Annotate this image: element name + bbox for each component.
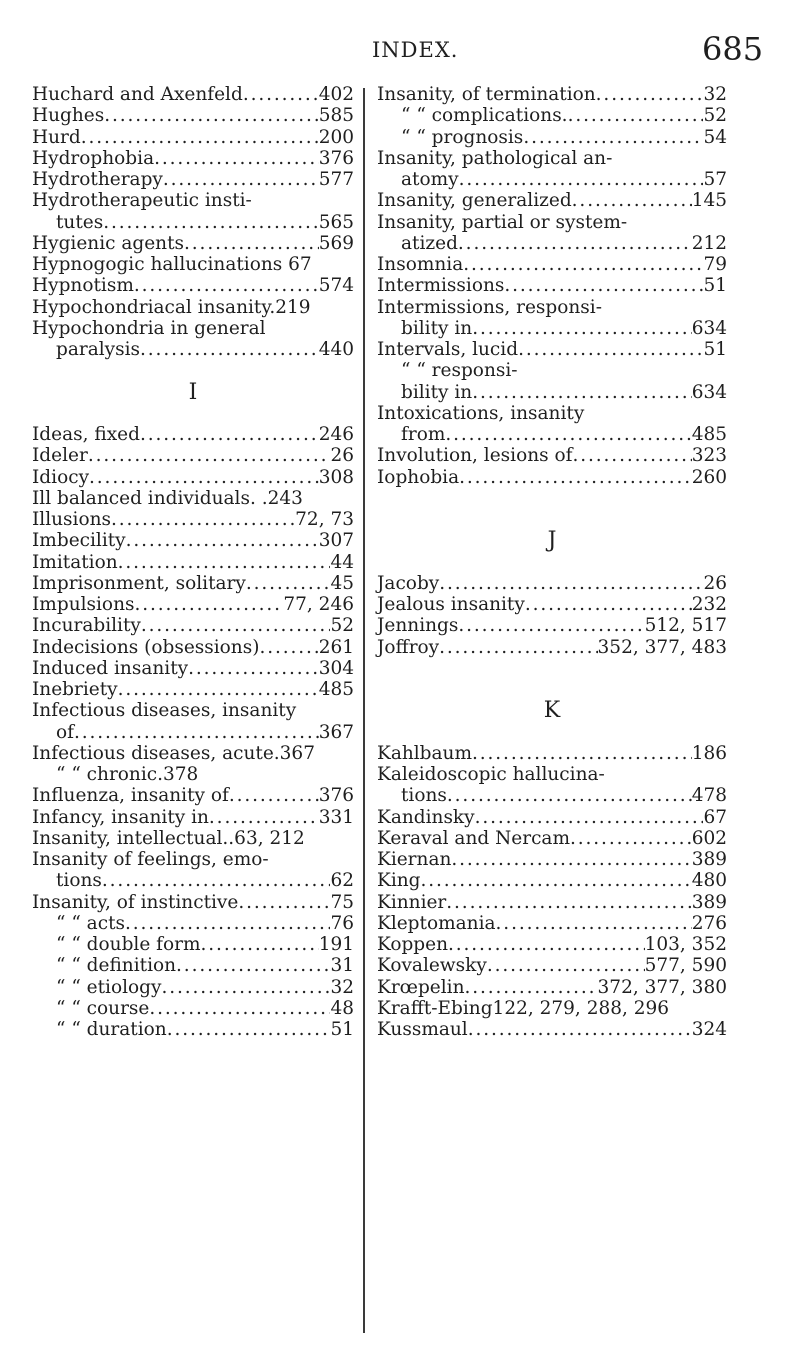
entry-term: “ “ complications. [401,105,568,127]
index-entry [377,998,727,1019]
entry-term: Incurability [32,615,141,637]
entry-term: Ideler [32,445,88,467]
entry-page-ref: 31 [330,955,354,977]
index-entry [377,148,727,169]
entry-term: Joffroy [377,636,440,658]
page-title: INDEX. [372,38,459,62]
index-entry [32,764,354,785]
dot-leader [504,275,703,296]
entry-page-ref: 75 [330,891,354,913]
entry-page-ref: 324 [691,1019,727,1040]
entry-page-ref: 585 [318,105,354,127]
index-entry-continuation [377,169,727,190]
blank-line [377,679,727,700]
index-entry [32,424,354,445]
dot-leader [468,1019,692,1040]
entry-term: Intervals, lucid [377,339,519,360]
entry-term: Imprisonment, solitary [32,572,246,594]
dot-leader [472,382,691,403]
entry-page-ref: 577, 590 [644,955,727,977]
entry-page-ref: 308 [318,466,354,488]
entry-term: Kinnier [377,891,447,913]
entry-term: from [401,424,446,445]
entry-page-ref: 103, 352 [644,934,727,955]
dot-leader [163,169,319,190]
index-entry [32,148,354,169]
index-entry [377,275,727,296]
dot-leader [184,233,319,254]
index-entry [377,615,727,636]
index-column-right [377,84,727,1040]
blank-line [377,509,727,530]
entry-page-ref: 191 [318,934,354,955]
index-entry [32,807,354,828]
section-letter-heading: J [547,528,557,554]
dot-leader [446,892,691,913]
entry-term: Hypnotism [32,275,134,297]
index-entry [32,509,354,530]
entry-page-ref: 67 [703,806,727,828]
index-entry [377,573,727,594]
entry-term: “ “ prognosis [401,126,524,148]
entry-page-ref: 212 [691,232,727,254]
entry-page-ref: 26 [330,445,354,467]
index-entry [377,870,727,891]
dot-leader [167,1019,331,1040]
entry-term: Hydrotherapy [32,169,163,190]
column-divider [363,88,365,1333]
index-entry-continuation [32,913,354,934]
entry-term: Intermissions [377,275,505,297]
index-entry [377,212,727,233]
index-entry [377,403,727,424]
entry-page-ref: 232 [691,594,727,615]
entry-term: Hughes [32,105,105,127]
dot-leader [525,594,692,615]
blank-line [377,552,727,573]
entry-page-ref: 569 [318,232,354,254]
section-letter-heading: K [543,698,561,724]
dot-leader [487,955,645,976]
blank-line [377,658,727,679]
entry-term: “ “ course [56,997,150,1019]
entry-term: Influenza, insanity of [32,785,229,807]
index-entry [32,892,354,913]
index-entry [377,1019,727,1040]
index-entry-continuation [377,382,727,403]
entry-page-ref: 77, 246 [283,594,354,615]
entry-page-ref: 51 [703,339,727,360]
index-entry [377,360,727,381]
entry-page-ref: 323 [691,445,727,467]
index-entry [377,977,727,998]
entry-page-ref: 367 [318,721,354,743]
entry-page-ref: 577 [318,169,354,190]
page-number: 685 [702,30,764,68]
entry-page-ref: 76 [330,912,354,934]
index-entry [32,254,354,275]
index-entry [377,594,727,615]
dot-leader [118,552,331,573]
index-entry-continuation [32,998,354,1019]
index-entry-continuation [377,233,727,254]
index-entry [377,934,727,955]
entry-term: Kiernan [377,849,452,870]
entry-page-ref: 48 [330,997,354,1019]
index-entry [32,743,354,764]
dot-leader [141,615,331,636]
entry-term: Hygienic agents [32,232,185,254]
dot-leader [89,467,319,488]
index-entry [32,467,354,488]
entry-page-ref: 79 [703,254,727,275]
index-entry [32,828,354,849]
entry-term: Insanity, pathological an- [377,147,613,169]
index-entry [377,913,727,934]
index-entry [32,849,354,870]
index-entry [377,190,727,211]
dot-leader [201,934,319,955]
entry-page-ref: 45 [330,572,354,594]
dot-leader [154,148,319,169]
index-entry-continuation [377,127,727,148]
dot-leader [518,339,703,360]
dot-leader [134,594,283,615]
dot-leader [596,84,704,105]
dot-leader [472,743,692,764]
index-entry [377,84,727,105]
dot-leader [570,828,692,849]
entry-term: Insanity, of termination [377,84,596,105]
dot-leader [447,785,692,806]
dot-leader [573,445,692,466]
entry-term: Kaleidoscopic hallucina- [377,764,605,785]
entry-page-ref: 480 [691,870,727,892]
entry-page-ref: 402 [318,84,354,105]
entry-term: Intoxications, insanity [377,402,585,424]
entry-page-ref: 376 [318,147,354,169]
index-entry [32,700,354,721]
index-entry [32,615,354,636]
dot-leader [140,424,319,445]
entry-page-ref: 485 [318,679,354,700]
index-entry [377,892,727,913]
entry-term: atomy [401,169,459,190]
entry-term: Krœpelin [377,976,465,998]
index-entry [32,233,354,254]
index-entry [377,743,727,764]
dot-leader [126,530,319,551]
entry-term: tions [401,785,447,807]
dot-leader [421,870,692,891]
entry-page-ref: 634 [691,317,727,339]
entry-page-ref: 26 [703,572,727,594]
entry-term: bility in [401,317,473,339]
entry-page-ref: 186 [691,742,727,764]
entry-term: Indecisions (obsessions) [32,636,260,658]
entry-page-ref: 261 [318,636,354,658]
index-entry-continuation [32,1019,354,1040]
entry-term: Hydrophobia [32,147,155,169]
dot-leader [161,977,330,998]
entry-page-ref: 512, 517 [644,615,727,637]
index-entry-continuation [377,785,727,806]
entry-term: Hydrotherapeutic insti- [32,190,252,212]
page-header [0,30,800,68]
blank-line [377,722,727,743]
dot-leader [102,870,331,891]
entry-term: “ “ double form [56,934,201,955]
entry-term: Jennings [377,615,459,637]
dot-leader [523,127,703,148]
entry-page-ref: 574 [318,275,354,297]
index-entry [32,105,354,126]
entry-page-ref: 51 [330,1019,354,1040]
dot-leader [111,509,295,530]
entry-page-ref: 304 [318,657,354,679]
index-entry-continuation [377,318,727,339]
index-entry [377,467,727,488]
entry-term: Krafft-Ebing122, 279, 288, 296 [377,997,670,1019]
index-entry [32,637,354,658]
entry-term: Inebriety [32,679,118,700]
index-entry [32,785,354,806]
index-entry [32,594,354,615]
index-entry [32,552,354,573]
dot-leader [176,955,330,976]
index-entry [377,637,727,658]
entry-page-ref: 478 [691,785,727,807]
entry-term: “ “ definition [56,955,177,977]
entry-page-ref: 52 [703,105,727,127]
entry-term: Kussmaul [377,1019,468,1040]
index-entry [377,807,727,828]
entry-page-ref: 485 [691,424,727,445]
index-entry-continuation [32,870,354,891]
entry-term: Intermissions, responsi- [377,296,602,318]
dot-leader [188,658,319,679]
dot-leader [439,573,703,594]
entry-page-ref: 44 [330,551,354,573]
dot-leader [448,934,645,955]
entry-term: Insanity, partial or system- [377,211,628,233]
index-entry-continuation [32,977,354,998]
index-entry [32,488,354,509]
dot-leader [458,615,644,636]
index-entry [377,764,727,785]
dot-leader [568,105,704,126]
entry-term: Imitation [32,551,118,573]
entry-term: Kahlbaum [377,742,473,764]
entry-term: Jacoby [377,572,440,594]
dot-leader [496,913,692,934]
entry-term: paralysis [56,339,141,360]
entry-term: Infectious diseases, acute.367 [32,742,315,764]
blank-line [32,360,354,381]
dot-leader [451,849,691,870]
dot-leader [209,807,319,828]
dot-leader [246,573,331,594]
entry-page-ref: 376 [318,785,354,807]
entry-page-ref: 276 [691,912,727,934]
entry-term: Huchard and Axenfeld [32,84,243,105]
index-entry [32,84,354,105]
entry-term: “ “ responsi- [401,360,518,382]
index-entry-continuation [32,934,354,955]
entry-page-ref: 352, 377, 483 [597,636,727,658]
index-entry [32,679,354,700]
index-entry [377,297,727,318]
dot-leader [134,275,319,296]
entry-term: Involution, lesions of [377,445,573,467]
entry-term: Kandinsky [377,806,475,828]
entry-page-ref: 634 [691,381,727,403]
index-entry [32,127,354,148]
entry-page-ref: 307 [318,530,354,552]
index-entry-continuation [32,722,354,743]
index-entry [377,445,727,466]
dot-leader [475,807,704,828]
dot-leader [104,105,318,126]
entry-term: Imbecility [32,530,126,552]
entry-term: Infancy, insanity in [32,806,209,828]
entry-page-ref: 372, 377, 380 [597,976,727,998]
entry-page-ref: 32 [330,976,354,998]
entry-term: “ “ acts [56,912,125,934]
dot-leader [149,998,330,1019]
entry-page-ref: 389 [691,849,727,870]
entry-page-ref: 51 [703,275,727,297]
dot-leader [88,445,331,466]
entry-term: “ “ etiology [56,976,162,998]
entry-term: “ “ chronic.378 [56,764,199,785]
dot-leader [140,339,319,360]
entry-page-ref: 246 [318,424,354,445]
entry-term: tions [56,870,102,892]
entry-term: Hypnogogic hallucinations 67 [32,254,312,275]
entry-term: Infectious diseases, insanity [32,700,297,722]
section-letter-heading: I [188,379,198,405]
index-entry [377,339,727,360]
entry-page-ref: 54 [703,126,727,148]
index-entry [377,849,727,870]
entry-page-ref: 72, 73 [295,509,354,530]
dot-leader [465,977,598,998]
entry-term: Insanity of feelings, emo- [32,849,269,870]
index-entry-continuation [32,212,354,233]
dot-leader [103,212,318,233]
entry-term: Idiocy [32,466,90,488]
index-entry [32,169,354,190]
entry-term: bility in [401,381,473,403]
entry-term: Impulsions [32,594,135,615]
index-entry [32,297,354,318]
entry-term: Insanity, intellectual..63, 212 [32,827,305,849]
entry-page-ref: 52 [330,615,354,637]
index-entry-continuation [377,424,727,445]
entry-page-ref: 440 [318,339,354,360]
dot-leader [74,722,319,743]
dot-leader [459,169,704,190]
dot-leader [459,467,692,488]
dot-leader [118,679,319,700]
index-entry [32,573,354,594]
entry-page-ref: 565 [318,211,354,233]
index-entry-continuation [32,339,354,360]
entry-term: Illusions [32,509,112,530]
entry-term: Kovalewsky [377,955,487,977]
entry-term: Insomnia [377,254,464,275]
entry-page-ref: 32 [703,84,727,105]
entry-term: atized [401,232,458,254]
index-entry [377,955,727,976]
entry-page-ref: 331 [318,806,354,828]
dot-leader [81,127,319,148]
entry-term: Hypochondriacal insanity.219 [32,296,311,318]
entry-term: Iophobia [377,466,460,488]
dot-leader [243,84,319,105]
entry-term: Insanity, of instinctive [32,891,239,913]
dot-leader [259,637,318,658]
entry-term: “ “ duration [56,1019,167,1040]
index-entry [32,530,354,551]
dot-leader [458,233,692,254]
dot-leader [125,913,330,934]
index-entry [32,318,354,339]
entry-term: Insanity, generalized [377,190,572,212]
entry-term: Jealous insanity [377,594,525,615]
dot-leader [463,254,703,275]
entry-page-ref: 602 [691,827,727,849]
index-entry [377,828,727,849]
index-entry [32,658,354,679]
entry-page-ref: 260 [691,466,727,488]
dot-leader [238,892,330,913]
dot-leader [229,785,319,806]
dot-leader [572,190,692,211]
index-entry [377,254,727,275]
entry-term: tutes [56,211,104,233]
entry-page-ref: 57 [703,169,727,190]
index-entry [32,275,354,296]
entry-page-ref: 389 [691,891,727,913]
entry-term: Kleptomania [377,912,496,934]
dot-leader [445,424,691,445]
index-entry [32,190,354,211]
entry-term: King [377,870,421,892]
entry-term: Koppen [377,934,449,955]
blank-line [377,488,727,509]
index-entry-continuation [377,105,727,126]
entry-page-ref: 62 [330,870,354,892]
entry-term: Hurd [32,126,81,148]
entry-page-ref: 145 [691,190,727,212]
index-entry-continuation [32,955,354,976]
blank-line [32,403,354,424]
index-entry [32,445,354,466]
entry-term: Induced insanity [32,657,189,679]
entry-term: Hypochondria in general [32,317,266,339]
entry-page-ref: 200 [318,126,354,148]
entry-term: Ill balanced individuals. .243 [32,487,303,509]
entry-term: of [56,721,74,743]
entry-term: Ideas, fixed [32,424,140,445]
dot-leader [472,318,691,339]
dot-leader [439,637,597,658]
entry-term: Keraval and Nercam [377,827,571,849]
index-column-left [32,84,354,1040]
